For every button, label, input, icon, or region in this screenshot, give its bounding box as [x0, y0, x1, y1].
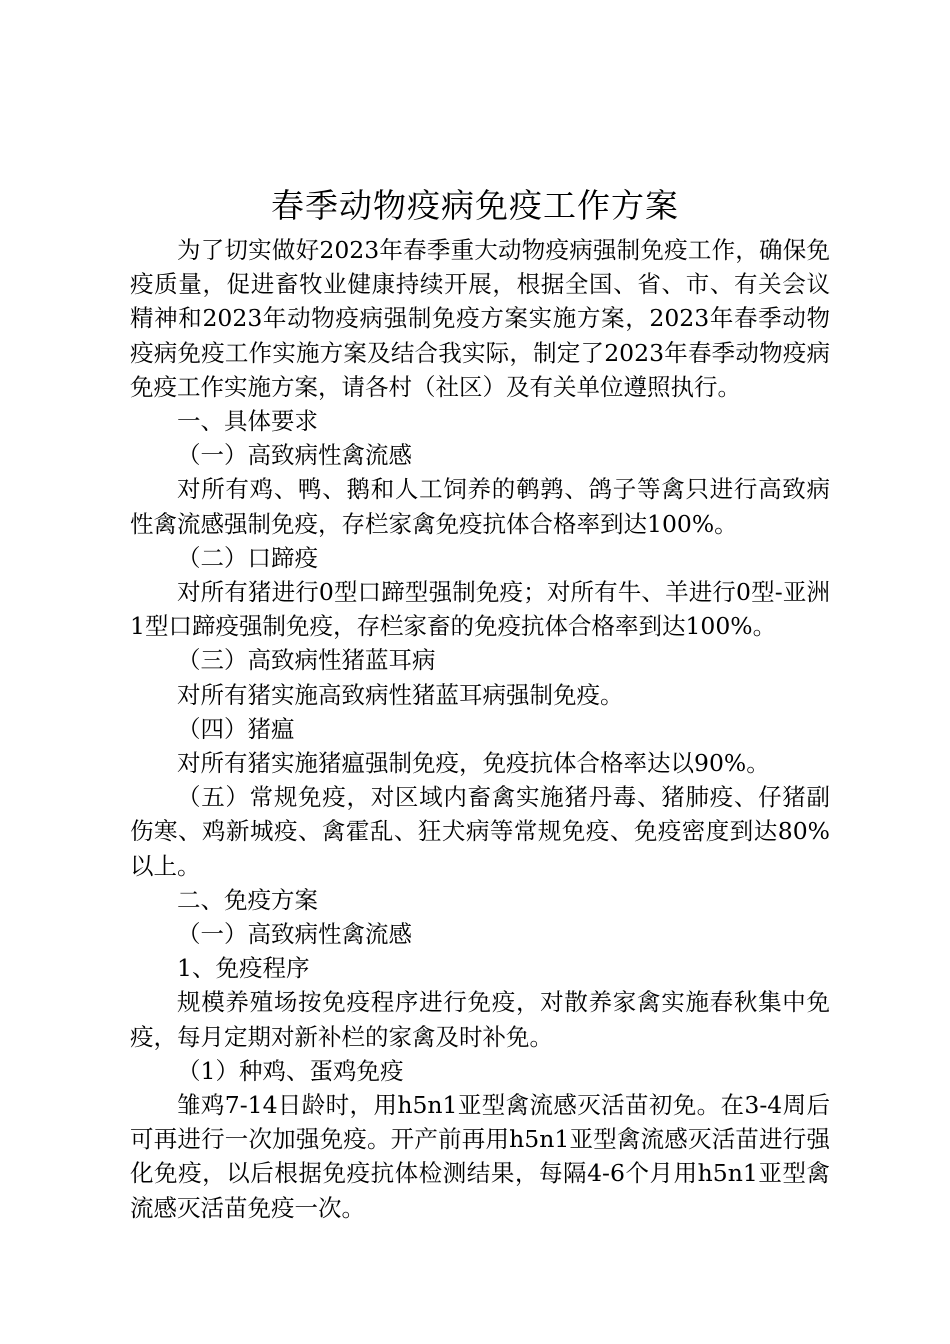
- body-paragraph: 对所有猪实施猪瘟强制免疫，免疫抗体合格率达以90%。: [177, 749, 770, 778]
- body-paragraph: 对所有猪进行0型口蹄型强制免疫；对所有牛、羊进行0型-亚洲1型口蹄疫强制免疫，存栏家畜的免疫抗体合格率到达100%。: [130, 578, 830, 641]
- subsection-heading: （一）高致病性禽流感: [177, 441, 412, 470]
- body-paragraph: 雏鸡7-14日龄时，用h5n1亚型禽流感灭活苗初免。在3-4周后可再进行一次加强免疫。开产前再用h5n1亚型禽流感灭活苗进行强化免疫，以后根据免疫抗体检测结果，每隔4-6个月用h5n1亚型禽流感灭活苗免疫一次。: [130, 1091, 830, 1222]
- item-heading: （1）种鸡、蛋鸡免疫: [177, 1056, 404, 1085]
- subsection-heading: （二）口蹄疫: [177, 543, 318, 572]
- document-body: [130, 233, 830, 1225]
- body-paragraph: 对所有猪实施高致病性猪蓝耳病强制免疫。: [177, 680, 624, 709]
- intro-paragraph: 为了切实做好2023年春季重大动物疫病强制免疫工作，确保免疫质量，促进畜牧业健康持续开展，根据全国、省、市、有关会议精神和2023年动物疫病强制免疫方案实施方案，2023年春季动物疫病免疫工作实施方案及结合我实际，制定了2023年春季动物疫病免疫工作实施方案，请各村（社区）及有关单位遵照执行。: [130, 236, 830, 401]
- subsection-heading: （三）高致病性猪蓝耳病: [177, 646, 436, 675]
- body-paragraph: 规模养殖场按免疫程序进行免疫，对散养家禽实施春秋集中免疫，每月定期对新补栏的家禽及时补免。: [130, 988, 830, 1051]
- document-title: 春季动物疫病免疫工作方案: [271, 186, 679, 225]
- item-heading: 1、免疫程序: [177, 954, 310, 983]
- body-paragraph: 对所有鸡、鸭、鹅和人工饲养的鹌鹑、鸽子等禽只进行高致病性禽流感强制免疫，存栏家禽免疫抗体合格率到达100%。: [130, 475, 830, 538]
- section-heading: 二、免疫方案: [177, 885, 318, 914]
- subsection-heading: （四）猪瘟: [177, 714, 295, 743]
- body-paragraph: （五）常规免疫，对区域内畜禽实施猪丹毒、猪肺疫、仔猪副伤寒、鸡新城疫、禽霍乱、狂犬病等常规免疫、免疫密度到达80%以上。: [130, 783, 830, 880]
- subsection-heading: （一）高致病性禽流感: [177, 920, 412, 949]
- section-heading: 一、具体要求: [177, 407, 318, 436]
